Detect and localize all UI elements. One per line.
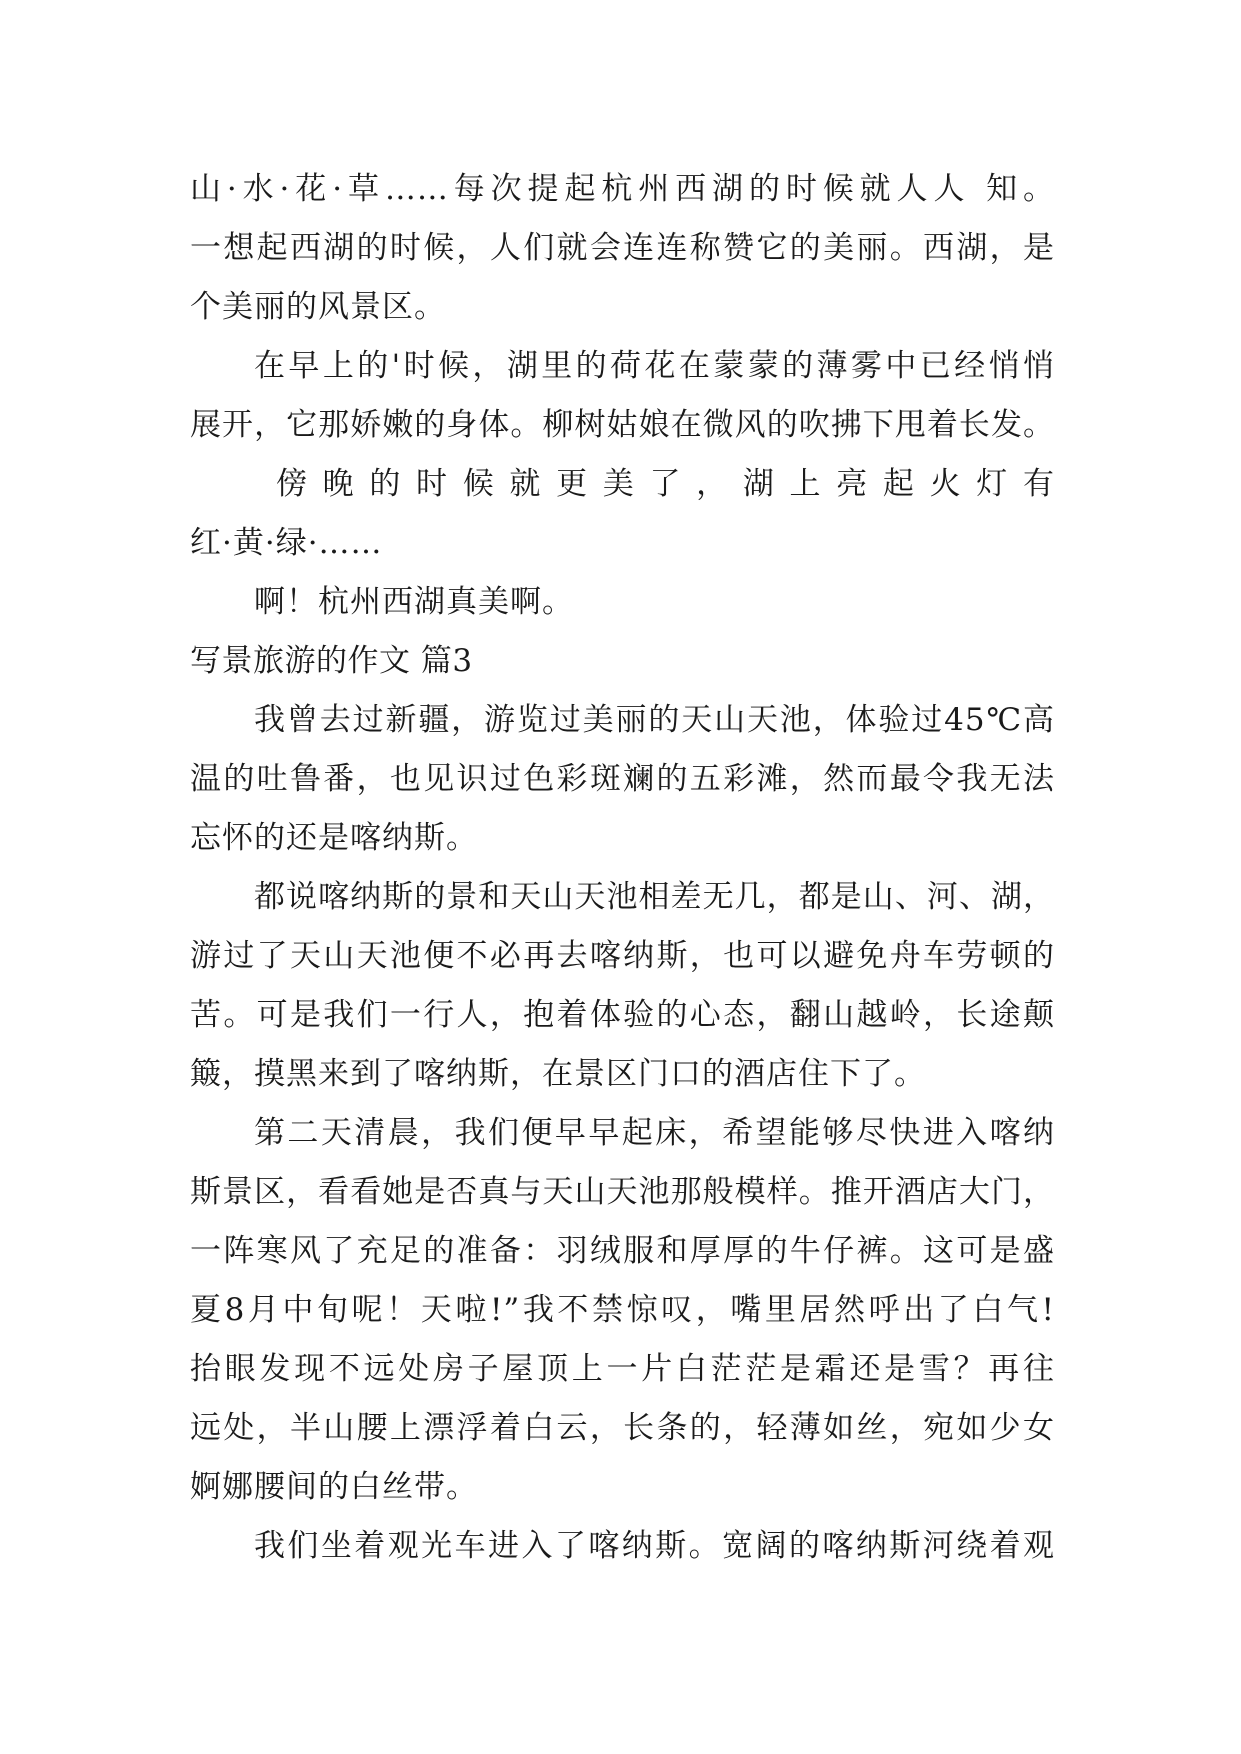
text-line: 忘怀的还是喀纳斯。 [190, 820, 478, 856]
text-line: 展开，它那娇嫩的身体。柳树姑娘在微风的吹拂下甩着长发。 [190, 407, 1055, 443]
text-line: 远处，半山腰上漂浮着白云，长条的，轻薄如丝，宛如少女 [190, 1410, 1055, 1446]
text-line: 我曾去过新疆，游览过美丽的天山天池，体验过45℃高 [254, 702, 1055, 738]
text-line: 婀娜腰间的白丝带。 [190, 1469, 478, 1505]
text-line: 个美丽的风景区。 [190, 289, 446, 325]
text-line: 一想起西湖的时候，人们就会连连称赞它的美丽。西湖，是 [190, 230, 1055, 266]
text-line: 第二天清晨，我们便早早起床，希望能够尽快进入喀纳 [254, 1115, 1055, 1151]
text-line: 我们坐着观光车进入了喀纳斯。宽阔的喀纳斯河绕着观 [254, 1528, 1055, 1564]
text-line: 一阵寒风了充足的准备：羽绒服和厚厚的牛仔裤。这可是盛 [190, 1233, 1055, 1269]
document-body [190, 160, 1055, 1576]
text-line: 簸，摸黑来到了喀纳斯，在景区门口的酒店住下了。 [190, 1056, 926, 1092]
text-line: 游过了天山天池便不必再去喀纳斯，也可以避免舟车劳顿的 [190, 938, 1055, 974]
text-line: 山·水·花·草……每次提起杭州西湖的时候就人人 知。 [190, 171, 1055, 207]
text-line: 都说喀纳斯的景和天山天池相差无几，都是山、河、湖， [254, 879, 1055, 915]
text-line: 斯景区，看看她是否真与天山天池那般模样。推开酒店大门， [190, 1174, 1055, 1210]
text-line: 温的吐鲁番，也见识过色彩斑斓的五彩滩，然而最令我无法 [190, 761, 1055, 797]
text-line: 红·黄·绿·…… [190, 525, 383, 561]
text-line: 傍晚的时候就更美了，湖上亮起火灯有 [276, 466, 1055, 502]
text-line: 夏8月中旬呢！天啦!”我不禁惊叹，嘴里居然呼出了白气! [190, 1292, 1055, 1328]
text-line: 在早上的'时候，湖里的荷花在蒙蒙的薄雾中已经悄悄 [254, 348, 1055, 384]
text-line: 抬眼发现不远处房子屋顶上一片白茫茫是霜还是雪？再往 [190, 1351, 1055, 1387]
text-line: 苦。可是我们一行人，抱着体验的心态，翻山越岭，长途颠 [190, 997, 1055, 1033]
section-heading: 写景旅游的作文 篇3 [190, 643, 473, 679]
text-line: 啊！杭州西湖真美啊。 [254, 584, 574, 620]
